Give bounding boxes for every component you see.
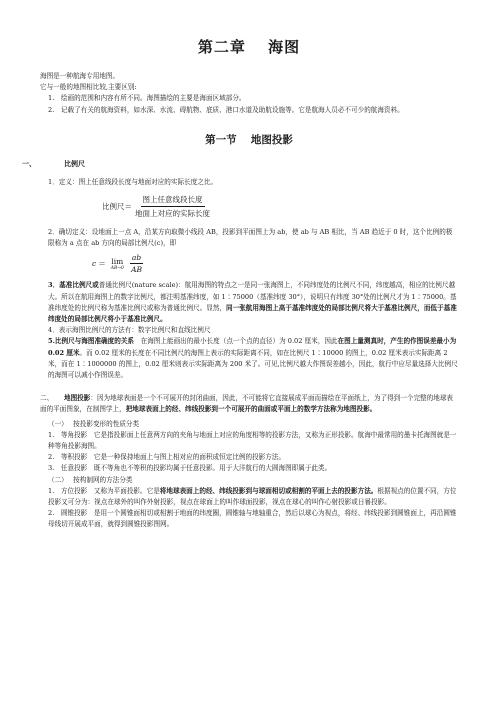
accuracy-text-2: 。而 0.02 厘米的长度在不同比例尺的海图上表示的实际距离不同，如在比例尺 1∶10000 的图上，0.02 厘米表示实际距离 2 米，而在 1∶1000000 的图上，0.02 厘米则表示实际距离为 200 米了。可见,比例尺越大作图误差越小，因此，航行中应尽量选择大比例尺的海图可以减小作图误差。 (48, 348, 458, 380)
intro-item-2-text: 记载了有关的航海资料，如水深、水流、碍航物、底质、港口水道及助航设施等。它是航海人员必不可少的航海资料。 (60, 105, 404, 114)
formula-denominator: 地面上对应的实际长度 (135, 209, 210, 219)
accuracy-bold: 5.比例尺与海图准确度的关系 (48, 337, 135, 346)
map-projection-paragraph (40, 393, 458, 415)
limit-word: lim (111, 256, 124, 266)
intro-item-2-num: 2. (48, 105, 55, 114)
map-projection-text: ：因为地球表面是一个不可展开的封闭曲面，因此，不可能将它直接展成平面而描绘在平面纸上，为了得到一个完整的地球表面的平面图象，在制图学上， (40, 394, 454, 414)
scale-methods: 4．表示海图比例尺的方法有：数字比例尺和直线比例尺 (48, 326, 211, 335)
base-scale-bold-2: 同一张航用海图上高于基准纬度处的局部比例尺将大于基准比例尺，而低于基准纬度处的局部比例尺将小于基准比例尺。 (48, 303, 457, 324)
intro-line-1: 海图是一种航海专用地图。 (40, 72, 120, 80)
heading-scale-num: 一、 (22, 159, 36, 168)
subheading-by-distortion: （一） 按投影变形的性质分类 (48, 419, 140, 428)
limit-c: c (92, 259, 97, 269)
local-scale-definition: 2．确切定义：设地面上一点 A，沿某方向取微小线段 AB，投影到平面图上为 ab，使 ab 与 AB 相比，当 AB 趋近于 0 时，这个比例的极限称为 a 点在 ab 方向的局部比例尺(c)，即 (48, 228, 453, 248)
projection-item-3 (40, 463, 458, 474)
limit-subscript: AB→0 (110, 265, 124, 271)
intro-item-1-num: 1. (48, 94, 55, 103)
construction-item-2-num: 2. (48, 509, 55, 518)
base-scale-bold: 3．基准比例尺或 (48, 281, 99, 290)
intro-item-1 (40, 93, 458, 104)
intro-item-2 (40, 105, 458, 116)
projection-item-2-text: 等积投影 它是一种保持地面上与图上相对应的面积成恒定比例的投影方法。 (60, 453, 286, 462)
projection-item-1-num: 1. (48, 430, 55, 439)
limit-equals: ＝ (98, 259, 106, 269)
intro-item-1-text: 绘画的范围和内容有所不同。海图描绘的主要是海面区域部分。 (60, 94, 246, 103)
scale-definition: 1．定义：图上任意线段长度与地面对应的实际长度之比。 (48, 177, 218, 186)
base-scale-text: 普通比例尺(nature scale)：航用海图的特点之一是同一张海图上，不同纬度处的比例尺不同，纬度越高，相应的比例尺越大。所以在航用海图上的数字比例尺，都注明基准纬度，如 1∶75000（基准纬度 30°），说明只有纬度 30°处的比例尺才为 1∶75000。基准纬度处的比例尺称为基准比例尺或称为普通比例尺。显然， (48, 281, 457, 312)
projection-item-2-num: 2. (48, 453, 55, 462)
projection-item-3-num: 3. (48, 464, 55, 473)
limit-fraction (130, 253, 143, 274)
accuracy-text: 在海图上能画出的最小长度（点一个点的直径）为 0.02 厘米，因此 (134, 337, 338, 346)
intro-line-2: 它与一般的地图相比较,主要区别: (40, 83, 137, 92)
map-projection-num: 二、 (40, 394, 54, 403)
projection-item-3-text: 任意投影 既不等角也不等积的投影均属于任意投影。用于大洋航行的大圆海图即属于此类。 (60, 464, 332, 473)
construction-item-2-text: 圆锥投影 是用一个圆锥面相切或相割于地面的纬度圈，圆锥轴与地轴重合，然后以球心为视点，将经、纬线投影到圆锥面上，再沿圆锥母线切开展成平面，就得到圆锥投影图网。 (48, 509, 457, 529)
heading-scale (22, 159, 458, 169)
section-1-title: 第一节 地图投影 (205, 133, 293, 146)
projection-item-1-text: 等角投影 它是指投影面上任意两方向的夹角与地面上对应的角度相等的投影方法，又称为正形投影。航海中最常用的墨卡托海图就是一种等角投影海图。 (48, 430, 457, 451)
construction-item-2 (40, 508, 458, 530)
construction-item-1 (40, 486, 458, 508)
limit-denominator: AB (131, 265, 143, 275)
limit-formula (92, 253, 458, 274)
construction-item-1-num: 1. (48, 486, 55, 495)
projection-item-1 (40, 430, 458, 452)
construction-item-1-pre: 方位投影 又称为平面投影。它是 (60, 486, 160, 495)
map-projection-bold: 把地球表面上的经、纬线投影到一个可展开的曲面或平面上的数学方法称为地图投影。 (125, 405, 377, 414)
scale-formula (102, 194, 458, 219)
construction-item-1-rest: 根据视点的位置不同，方位投影又可分为：视点在球外的叫作外射投影，视点在球面上的叫作球面投影，视点在球心的叫作心射投影或日晷投影。 (48, 486, 457, 507)
limit-operator (111, 257, 124, 271)
heading-scale-title: 比例尺 (64, 159, 85, 168)
scale-accuracy-paragraph (40, 336, 458, 381)
formula-fraction (135, 194, 210, 219)
chapter-title: 第二章 海图 (197, 38, 301, 56)
map-projection-title: 地图投影 (64, 394, 91, 403)
accuracy-bold-2: 在图上量测真时，产生的作图误差最小为 0.02 厘米 (48, 337, 457, 357)
subheading-by-construction: （二） 按构制网的方法分类 (48, 475, 133, 484)
formula-numerator: 图上任意线段长度 (141, 194, 205, 207)
formula-lhs: 比例尺＝ (102, 202, 132, 212)
construction-item-1-bold: 将地球表面上的经、纬线投影到与球面相切或相割的平面上去的投影方法。 (159, 486, 378, 495)
limit-numerator: ab (131, 253, 142, 263)
base-scale-paragraph (40, 280, 458, 325)
projection-item-2 (40, 452, 458, 463)
